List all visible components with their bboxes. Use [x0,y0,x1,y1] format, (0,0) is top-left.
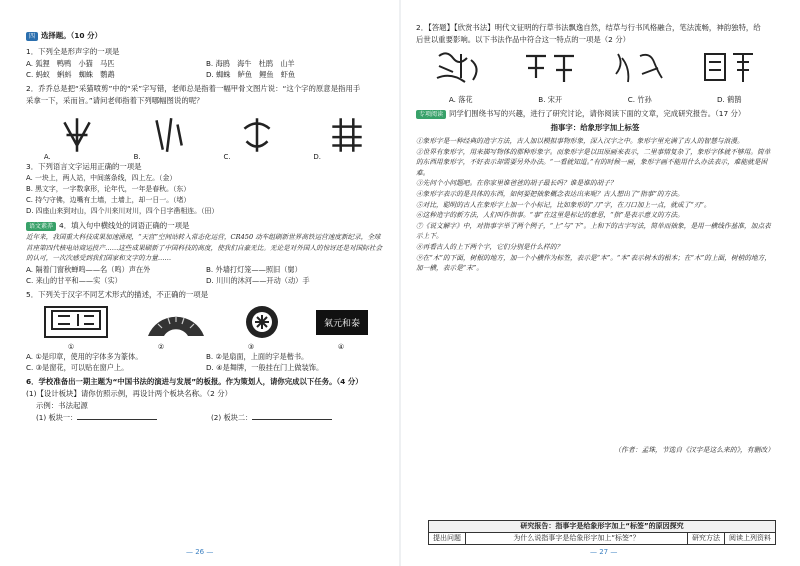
q5-options-row1: A. ①是印章，使用的字体多为篆体。 B. ②是扇面，上面的字是楷书。 [26,352,309,361]
q6-blanks: (1) 板块一： (2) 板块二： [36,412,386,423]
oracle-bone-glyph-icon [236,111,278,159]
calligraphy-sample-icon [699,48,759,88]
calligraphy-options [416,48,774,92]
article-paragraph: ⑧再看古人的上下两个字，它们分别是什么样的？ [416,242,564,251]
q6-sub-task: (1)【设计板块】请你仿照示例，再设计两个板块名称。（2 分） [26,389,232,398]
calligraphy-sample-icon [610,48,670,88]
q1-options-row2: C. 蚂蚁 蝌蚪 蜘蛛 鹦鹉 D. 蜘蛛 鲈鱼 鲤鱼 虾鱼 [26,70,296,79]
board-section-input-1[interactable] [77,419,157,420]
oracle-option-c: C. [223,111,277,157]
question-4: 语文素养 4．填入句中横线处的词语正确的一项是 [26,220,386,232]
section-title: 四 选择题。（10 分） [26,30,386,42]
report-table-title: 研究报告：指事字是给象形字加上“标签”的原因探究 [429,521,775,533]
calligraphy-sample-icon [431,48,491,88]
article-credit: （作者：孟珠，节选自《汉字是这么来的》，有删改） [614,446,774,454]
plaque-icon: 氣元和泰 [316,310,368,335]
article-paragraph: ②世界有象形字，用来描写物体的那种形象字。而象形字是以田原画来表示，二里事情复杂了，象形字体就不够用。简单的东西用象形字，不好表示却需要另外办法。“一看就知道。”有的时候一画，象形字画不能用什么办法表示，难能就是困难。 [416,147,771,177]
q6-example: 示例：书法起源 [36,401,88,410]
q1-options-row1: A. 狐狸 鸭鸭 小猫 马匹 B. 海鸥 海牛 杜鹃 山羊 [26,59,295,68]
right-question-2: 2．【答题】【欣赏书法】明代文征明的行草书法飘逸自然，结草与行书风格融合，笔法流畅，神韵独特，给后世以重要影响。以下书法作品中符合这一特点的一项是（2 分） [416,23,761,44]
page-number-right: — 27 — [590,548,618,556]
question-1: 1．下列全是形声字的一项是 [26,47,120,56]
board-section-input-2[interactable] [252,419,332,420]
window-paper-cut-icon [244,304,280,340]
right-page [400,0,800,566]
article-paragraph: ⑨在“木”的下面，树根的地方，加一个小横作为标签，表示是“本”。“本”表示树木的根本；在“木”的上面，树梢的地方，加一横，表示是“末”。 [416,253,772,273]
seal-stamp-icon [44,306,108,338]
q5-image-numbers: ① ② ③ ④ [67,343,345,351]
q3-option-b: B. 黑文字，一字数拿形，论年代，一年是春秋。（东） [26,185,191,193]
fan-painting-icon [144,306,208,338]
report-table-row: 提出问题 为什么说指事字是给象形字加上“标签”？ 研究方法 阅读上列资料 [429,533,775,544]
q3-option-a: A. 一块上，两人站，中间落条线，四上左。（金） [26,174,177,182]
q2-oracle-images [26,111,386,161]
oracle-option-b: B. [134,111,188,157]
reading-intro: 专项阅读 同学们围绕书写的兴趣，进行了研究讨论，请你阅读下面的文章，完成研究报告。（17 分） [416,108,774,120]
question-2: 2．乔乔总是把“采猫喷剪”中的“采”字写错，老师总是指着一幅甲骨文图片说：“这个字的原意是指用手采拿一下，采而旨。”请问老师指着下列哪幅图说的呢？ [26,84,361,105]
research-report-table [428,520,776,545]
article-paragraph: ①象形字是一种经典的造字方法，古人加以模拟事物形象，深入汉字之中。象形字里充满了古人的智慧与浪漫。 [416,137,744,145]
oracle-bone-glyph-icon [326,111,368,159]
article-paragraph: ④象形字表示的是具体的东西，如何要把抽象概念表达出来呢？古人想出了“指事”的方法。 [416,189,684,198]
article-paragraph: ⑤对比，聪明的古人在象形字上加一个小标记，比如象形的“刀”字，在刀口加上一点，就成了“刃”。 [416,200,711,209]
question-5: 5．下列关于汉字不同艺术形式的描述，不正确的一项是 [26,290,209,299]
q4-options-row1: A. 隔着门窗秋蝉鸣——名（鸣）声在外 B. 外墙打灯笼——照旧（舅） [26,265,302,274]
calligraphy-sample-icon [520,48,580,88]
oracle-option-d: D. [313,111,368,157]
calligraphy-labels: A. 落花 B. 宋开 C. 竹孙 D. 鹤鹊 [448,95,742,104]
article-paragraph: ③先问个小问题吧。在你家里谁爸爸的胡子最长吗？谁是谁的胡子？ [416,179,617,188]
article-body [416,136,774,444]
q3-option-d: D. 四座山来到对山，四个川来川对川，四个日字凿相连。（田） [26,207,219,215]
oracle-bone-glyph-icon [56,111,98,159]
q3-option-c: C. 持勺守佛，边嘴有土墙，土墙上，却一日一。（堵） [26,196,191,204]
oracle-option-a: A. [44,111,98,157]
article-paragraph: ⑦《说文解字》中，对指事字举了两个例子，“上”与“下”。上和下的古字写法，简单而抽象，是用一横线作基准，加点表示上下。 [416,221,771,241]
page-number-left: — 26 — [186,548,214,556]
q4-passage: 近年来，我国重大科技成果加速涌现，“天宫”空间站转入常态化运营，CR450 动车组刷新世界高铁运营速度新纪录，全球首座第四代核电站商运投产……这些成果刷新了中国科技的高度，使我们自豪无比。无论是对外国人的惊讶还是对国际社会的认可，一次次感受到我们国家和文字的力量…… [26,233,383,262]
question-3: 3．下列语言文字运用正确的一项是 [26,162,142,171]
q5-options-row2: C. ③是窗花，可以贴在窗户上。 D. ④是舞牌，一般挂在门上做装饰。 [26,363,324,372]
q4-options-row2: C. 来山的甘平和——实（实） D. 川川的沐河——开动（动）手 [26,276,310,285]
question-6: 6．学校准备出一期主题为“中国书法的演进与发展”的板报。作为策划人，请你完成以下任务。（4 分） [26,377,363,386]
oracle-bone-glyph-icon [146,111,188,159]
article-paragraph: ⑥这种造字的新方法，人们叫作指事。“事”在这里是标记的意思，“指”是表示意义的方法。 [416,211,684,220]
q5-art-images [26,303,386,341]
article-title: 指事字：给象形字加上标签 [550,123,640,132]
